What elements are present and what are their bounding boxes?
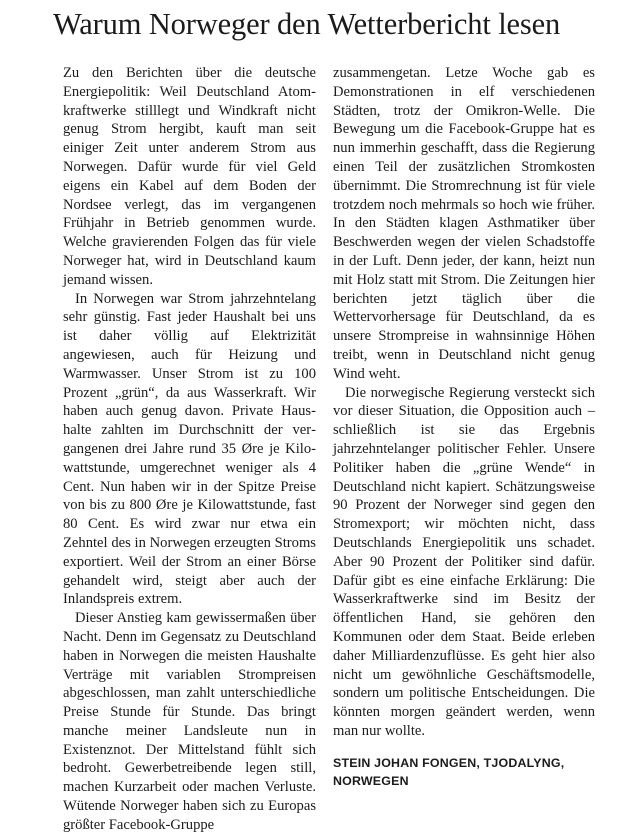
paragraph-1: Zu den Berichten über die deutsche Energiepolitik: Weil Deutschland Atomkraftwerke stilllegt und Windkraft nicht genug Strom hergibt, kauft man seit einiger Zeit unter anderem Strom aus Norwegen. Dafür wurde für viel Geld eigens ein Kabel auf dem Boden der Nordsee verlegt, das im vergangenen Frühjahr in Betrieb genommen wurde. Welche gravierenden Folgen das für viele Norweger hat, wird in Deutschland kaum jemand wissen. [63, 65, 316, 288]
paragraph-3: Dieser Anstieg kam gewissermaßen über Nacht. Denn im Gegensatz zu Deutschland haben in Norwegen die meisten Haushalte Verträge mit variablen Strompreisen abgeschlossen, man zahlt unterschiedliche Preise Stunde für Stunde. Das bringt manche meiner Landsleute nun in Existenznot. Der Mittelstand fühlt sich bedroht. Gewerbetreibende legen still, machen Kurzarbeit oder machen Verluste. Wütende Norweger haben sich zu Europas größter Facebook-Gruppe [63, 610, 316, 833]
right-column [333, 64, 595, 791]
author-byline: STEIN JOHAN FONGEN, TJODALYNG, NORWEGEN [333, 755, 565, 789]
paragraph-2: In Norwegen war Strom jahrzehntelang sehr günstig. Fast jeder Haushalt bei uns ist daher völlig auf Elektrizität angewiesen, auch für Heizung und Warmwasser. Unser Strom ist zu 100 Prozent „grün“, da aus Wasserkraft. Wir haben auch genug davon. Private Haushalte zahlten im Durchschnitt der vergangenen drei Jahre rund 35 Øre je Kilowattstunde, umgerechnet weniger als 4 Cent. Nun haben wir in der Spitze Preise von bis zu 800 Øre je Kilowattstunde, fast 80 Cent. Es wird zwar nur etwa ein Zehntel des in Norwegen erzeugten Stroms exportiert. Weil der Strom an einer Börse gehandelt wird, steigt aber auch der Inlandspreis extrem. [63, 290, 316, 608]
page-title: Warum Norweger den Wetterbericht lesen [53, 7, 561, 41]
paragraph-4: zusammengetan. Letze Woche gab es Demonstrationen in elf verschiedenen Städten, trotz der Omikron-Welle. Die Bewegung um die Facebook-Gruppe hat es nun immerhin geschafft, dass die Regierung einen Teil der zusätzlichen Stromkosten übernimmt. Die Stromrechnung ist für viele trotzdem noch mehrmals so hoch wie früher. In den Städten klagen Asthmatiker über Beschwerden wegen der vielen Schadstoffe in der Luft. Denn jeder, der kann, heizt nun mit Holz statt mit Strom. Die Zeitungen hier berichten jetzt täglich über die Wettervorhersage für Deutschland, da es unsere Strompreise in wahnsinnige Höhen treibt, wenn in Deutschland nicht genug Wind weht. [333, 65, 595, 382]
left-column [63, 64, 316, 835]
paragraph-5: Die norwegische Regierung versteckt sich vor dieser Situation, die Opposition auch – schließlich ist sie das Ergebnis jahrzehntelanger politischer Fehler. Unsere Politiker haben die „grüne Wende“ in Deutschland nicht kapiert. Schätzungsweise 90 Prozent der Norweger sind gegen den Stromexport; wir möchten nicht, dass Deutschlands Energiepolitik uns schadet. Aber 90 Prozent der Politiker sind dafür. Dafür gibt es eine einfache Erklärung: Die Wasserkraftwerke sind im Besitz der öffentlichen Hand, sie gehören den Kommunen oder dem Staat. Beide erleben daher Milliardenzuflüsse. Es geht hier also nicht um gewöhnliche Geschäftsmodelle, sondern um politische Entscheidungen. Die könnten morgen geändert werden, wenn man nur wollte. [333, 384, 595, 739]
